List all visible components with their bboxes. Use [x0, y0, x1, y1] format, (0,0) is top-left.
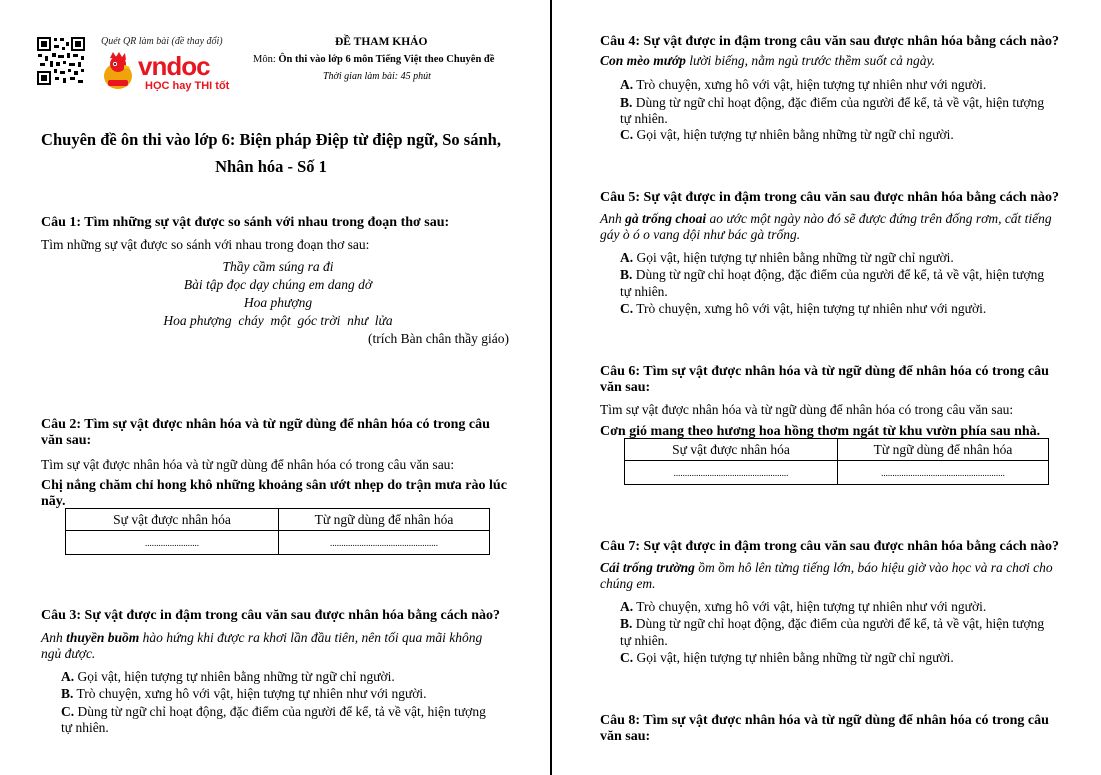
- option-letter: C.: [620, 650, 634, 665]
- logo-slogan: HỌC hay THI tốt: [145, 80, 230, 92]
- q7-option-b[interactable]: [620, 615, 1044, 632]
- q8-heading: Câu 8: Tìm sự vật được nhân hóa và từ ngữ dùng để nhân hóa có trong câu: [600, 713, 1049, 728]
- q7-heading: Câu 7: Sự vật được in đậm trong câu văn sau được nhân hóa bằng cách nào?: [600, 539, 1059, 554]
- q7-sentence-post: ồm ồm hô lên từng tiếng lớn, báo hiệu giờ vào học và ra chơi cho: [694, 560, 1053, 575]
- q7-option-c[interactable]: [620, 649, 954, 666]
- q5-sentence-post: ao ước một ngày nào đó sẽ được đứng trên đống rơm, cất tiếng: [706, 211, 1052, 226]
- q6-col2-header: Từ ngữ dùng để nhân hóa: [838, 439, 1049, 461]
- q6-heading-cont: văn sau:: [600, 380, 651, 395]
- qr-code-icon[interactable]: [36, 36, 86, 86]
- q2-heading: Câu 2: Tìm sự vật được nhân hóa và từ ngữ dùng để nhân hóa có trong câu: [41, 417, 490, 432]
- option-letter: A.: [620, 250, 634, 265]
- q2-answer-cell-2[interactable]: ................................................: [279, 531, 490, 555]
- q6-answer-cell-1[interactable]: ...................................................: [625, 461, 838, 485]
- option-text: Gọi vật, hiện tượng tự nhiên bằng những từ ngữ chỉ người.: [636, 250, 954, 265]
- q7-option-a[interactable]: [620, 598, 986, 615]
- q1-heading: Câu 1: Tìm những sự vật được so sánh với nhau trong đoạn thơ sau:: [41, 215, 450, 230]
- q2-sentence: Chị nắng chăm chỉ hong khô những khoảng sân ướt nhẹp do trận mưa rào lúc: [41, 478, 507, 493]
- q4-sentence: [600, 52, 935, 69]
- q6-col1-header: Sự vật được nhân hóa: [625, 439, 838, 461]
- q2-answer-cell-1[interactable]: ........................: [66, 531, 279, 555]
- option-letter: C.: [620, 301, 634, 316]
- q1-instruction: Tìm những sự vật được so sánh với nhau trong đoạn thơ sau:: [41, 237, 370, 252]
- q1-poem-line: Hoa phượng: [243, 295, 313, 310]
- q4-subject-bold: Con mèo mướp: [600, 53, 686, 68]
- q7-sentence-cont: chúng em.: [600, 576, 656, 591]
- option-letter: B.: [620, 95, 633, 110]
- q4-option-a[interactable]: [620, 76, 986, 93]
- option-letter: A.: [620, 77, 634, 92]
- q2-answer-table: [65, 508, 490, 555]
- q4-option-c[interactable]: [620, 126, 954, 143]
- option-text: Dùng từ ngữ chỉ hoạt động, đặc điểm của người để kể, tả về vật, hiện tượng: [635, 95, 1045, 110]
- option-letter: A.: [61, 669, 75, 684]
- qr-note: Quét QR làm bài (đề thay đổi): [101, 36, 223, 47]
- subject: Ôn thi vào lớp 6 môn Tiếng Việt theo Chuyên đề: [278, 54, 495, 65]
- q3-option-c[interactable]: [61, 703, 486, 720]
- q3-option-b[interactable]: [61, 685, 427, 702]
- q1-poem-line: Hoa phượng cháy một góc trời như lửa: [163, 313, 393, 328]
- q7-sentence: [600, 559, 1053, 576]
- q5-subject-bold: gà trống choai: [625, 211, 707, 226]
- doc-title-line2: Nhân hóa - Số 1: [215, 157, 327, 176]
- q1-source: (trích Bàn chân thầy giáo): [368, 331, 509, 346]
- q2-heading-cont: văn sau:: [41, 433, 92, 448]
- option-text: Trò chuyện, xưng hô với vật, hiện tượng tự nhiên như với người.: [76, 686, 427, 701]
- option-letter: A.: [620, 599, 634, 614]
- option-text: Dùng từ ngữ chỉ hoạt động, đặc điểm của người để kể, tả về vật, hiện tượng: [635, 616, 1045, 631]
- vndoc-logo[interactable]: vndoc: [138, 51, 210, 81]
- q2-sentence-cont: nãy.: [41, 494, 66, 509]
- q5-sentence-pre: Anh: [600, 211, 626, 226]
- subject-label: Môn:: [253, 54, 276, 65]
- subject-line: [253, 54, 494, 65]
- option-letter: B.: [620, 267, 633, 282]
- option-letter: C.: [620, 127, 634, 142]
- q3-heading: Câu 3: Sự vật được in đậm trong câu văn sau được nhân hóa bằng cách nào?: [41, 608, 500, 623]
- q6-instruction: Tìm sự vật được nhân hóa và từ ngữ dùng để nhân hóa có trong câu văn sau:: [600, 402, 1014, 417]
- q6-answer-cell-2[interactable]: .......................................................: [838, 461, 1049, 485]
- q3-option-c-cont: tự nhiên.: [61, 720, 109, 735]
- q4-heading: Câu 4: Sự vật được in đậm trong câu văn sau được nhân hóa bằng cách nào?: [600, 34, 1059, 49]
- option-text: Gọi vật, hiện tượng tự nhiên bằng những từ ngữ chỉ người.: [636, 127, 954, 142]
- q4-sentence-post: lười biếng, nằm ngủ trước thềm suốt cả ngày.: [685, 53, 936, 68]
- option-letter: B.: [620, 616, 633, 631]
- q3-subject-bold: thuyền buồm: [66, 630, 140, 645]
- rooster-mascot-icon: [100, 52, 136, 92]
- q5-option-a[interactable]: [620, 249, 954, 266]
- option-text: Dùng từ ngữ chỉ hoạt động, đặc điểm của người để kể, tả về vật, hiện tượng: [635, 267, 1045, 282]
- q5-option-b-cont: tự nhiên.: [620, 284, 668, 299]
- q1-poem-line: Bài tập đọc dạy chúng em dang dở: [183, 277, 373, 292]
- q1-poem-line: Thầy cầm súng ra đi: [222, 259, 334, 274]
- q4-option-b[interactable]: [620, 94, 1044, 111]
- q3-sentence: [41, 629, 482, 646]
- q3-sentence-cont: ngủ được.: [41, 646, 96, 661]
- q6-sentence: Cơn gió mang theo hương hoa hồng thơm ngát từ khu vườn phía sau nhà.: [600, 424, 1041, 439]
- option-letter: C.: [61, 704, 75, 719]
- q7-option-b-cont: tự nhiên.: [620, 633, 668, 648]
- q5-option-c[interactable]: [620, 300, 986, 317]
- option-text: Gọi vật, hiện tượng tự nhiên bằng những từ ngữ chỉ người.: [77, 669, 395, 684]
- q3-sentence-pre: Anh: [41, 630, 67, 645]
- q6-answer-table: [624, 438, 1049, 485]
- q3-option-a[interactable]: [61, 668, 395, 685]
- option-text: Dùng từ ngữ chỉ hoạt động, đặc điểm của người để kể, tả về vật, hiện tượng: [77, 704, 486, 719]
- q4-option-b-cont: tự nhiên.: [620, 111, 668, 126]
- doc-title-line1: Chuyên đề ôn thi vào lớp 6: Biện pháp Điệp từ điệp ngữ, So sánh,: [41, 130, 501, 149]
- q8-heading-cont: văn sau:: [600, 729, 651, 744]
- option-text: Trò chuyện, xưng hô với vật, hiện tượng tự nhiên như với người.: [636, 599, 987, 614]
- q2-col1-header: Sự vật được nhân hóa: [66, 509, 279, 531]
- q6-heading: Câu 6: Tìm sự vật được nhân hóa và từ ngữ dùng để nhân hóa có trong câu: [600, 364, 1049, 379]
- option-text: Trò chuyện, xưng hô với vật, hiện tượng tự nhiên như với người.: [636, 301, 987, 316]
- q2-instruction: Tìm sự vật được nhân hóa và từ ngữ dùng để nhân hóa có trong câu văn sau:: [41, 457, 455, 472]
- q5-sentence: [600, 210, 1052, 227]
- q3-sentence-post: hào hứng khi được ra khơi lần đầu tiên, nên tối qua mãi không: [139, 630, 483, 645]
- q5-option-b[interactable]: [620, 266, 1044, 283]
- doc-type: ĐỀ THAM KHẢO: [335, 36, 428, 48]
- option-text: Gọi vật, hiện tượng tự nhiên bằng những từ ngữ chỉ người.: [636, 650, 954, 665]
- q2-col2-header: Từ ngữ dùng để nhân hóa: [279, 509, 490, 531]
- left-page: [0, 0, 550, 775]
- q7-subject-bold: Cái trống trường: [600, 560, 695, 575]
- option-letter: B.: [61, 686, 74, 701]
- right-page: [552, 0, 1101, 775]
- q5-sentence-cont: gáy ò ó o vang dội như bác gà trống.: [600, 227, 801, 242]
- time-note: Thời gian làm bài: 45 phút: [323, 71, 431, 82]
- option-text: Trò chuyện, xưng hô với vật, hiện tượng tự nhiên như với người.: [636, 77, 987, 92]
- q5-heading: Câu 5: Sự vật được in đậm trong câu văn sau được nhân hóa bằng cách nào?: [600, 190, 1059, 205]
